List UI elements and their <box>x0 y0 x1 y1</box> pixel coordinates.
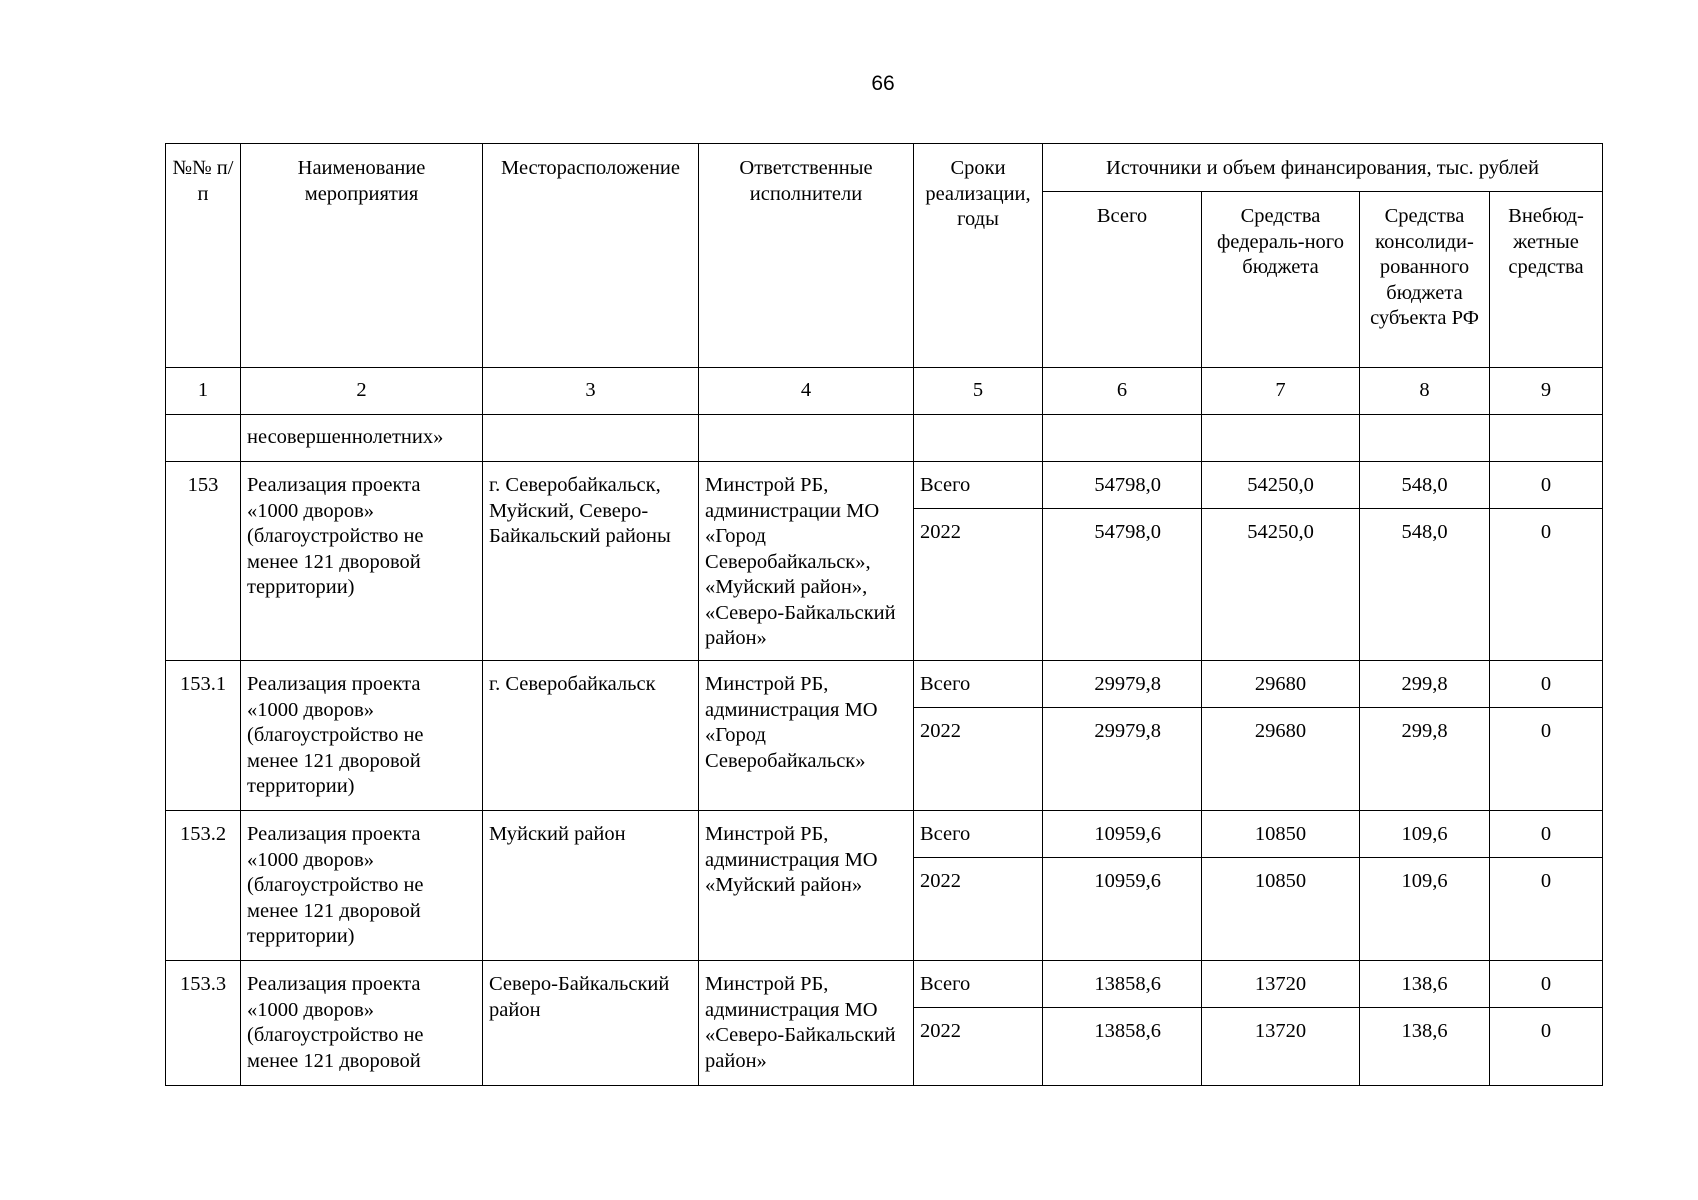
extrabudget-value: 0 <box>1490 661 1603 708</box>
column-number: 3 <box>483 368 699 415</box>
column-number: 4 <box>699 368 914 415</box>
header-extrabudget: Внебюд-жетные средства <box>1490 192 1603 368</box>
term: Всего <box>914 811 1043 858</box>
total-value: 54798,0 <box>1043 462 1202 509</box>
header-consolidated: Средства консолиди-рованного бюджета субъекта РФ <box>1360 192 1490 368</box>
continuation-row <box>166 415 1603 462</box>
extrabudget-value: 0 <box>1490 708 1603 811</box>
term: Всего <box>914 462 1043 509</box>
total-value: 10959,6 <box>1043 858 1202 961</box>
consolidated-value: 138,6 <box>1360 1008 1490 1086</box>
federal-value: 10850 <box>1202 858 1360 961</box>
total-value: 13858,6 <box>1043 961 1202 1008</box>
row-number: 153.3 <box>166 961 241 1086</box>
extrabudget-value: 0 <box>1490 1008 1603 1086</box>
extrabudget-value: 0 <box>1490 509 1603 661</box>
funding-table <box>165 143 1603 1086</box>
table-row <box>166 811 1603 858</box>
term: Всего <box>914 961 1043 1008</box>
total-value: 29979,8 <box>1043 708 1202 811</box>
row-number: 153 <box>166 462 241 661</box>
column-number: 8 <box>1360 368 1490 415</box>
column-number: 1 <box>166 368 241 415</box>
table-row <box>166 661 1603 708</box>
header-total: Всего <box>1043 192 1202 368</box>
federal-value: 29680 <box>1202 661 1360 708</box>
column-number: 9 <box>1490 368 1603 415</box>
responsible: Минстрой РБ, администрация МО «Город Северобайкальск» <box>699 661 914 811</box>
header-terms: Сроки реализации, годы <box>914 144 1043 368</box>
activity-name: Реализация проекта «1000 дворов» (благоустройство не менее 121 дворовой <box>241 961 483 1086</box>
table-row <box>166 961 1603 1008</box>
consolidated-value: 109,6 <box>1360 858 1490 961</box>
responsible: Минстрой РБ, администрация МО «Северо-Байкальский район» <box>699 961 914 1086</box>
total-value: 54798,0 <box>1043 509 1202 661</box>
column-number: 5 <box>914 368 1043 415</box>
continuation-text: несовершеннолетних» <box>241 415 483 462</box>
location: Северо-Байкальский район <box>483 961 699 1086</box>
term: 2022 <box>914 858 1043 961</box>
table-row <box>166 462 1603 509</box>
location: г. Северобайкальск, Муйский, Северо-Байкальский районы <box>483 462 699 661</box>
extrabudget-value: 0 <box>1490 811 1603 858</box>
page-number: 66 <box>871 72 895 95</box>
federal-value: 13720 <box>1202 961 1360 1008</box>
total-value: 13858,6 <box>1043 1008 1202 1086</box>
column-number: 2 <box>241 368 483 415</box>
header-name: Наименование мероприятия <box>241 144 483 368</box>
extrabudget-value: 0 <box>1490 961 1603 1008</box>
location: Муйский район <box>483 811 699 961</box>
federal-value: 54250,0 <box>1202 509 1360 661</box>
responsible: Минстрой РБ, администрации МО «Город Северобайкальск», «Муйский район», «Северо-Байкальский район» <box>699 462 914 661</box>
column-number: 6 <box>1043 368 1202 415</box>
term: 2022 <box>914 708 1043 811</box>
total-value: 29979,8 <box>1043 661 1202 708</box>
federal-value: 13720 <box>1202 1008 1360 1086</box>
header-responsible: Ответственные исполнители <box>699 144 914 368</box>
federal-value: 54250,0 <box>1202 462 1360 509</box>
row-number: 153.2 <box>166 811 241 961</box>
consolidated-value: 299,8 <box>1360 708 1490 811</box>
consolidated-value: 548,0 <box>1360 462 1490 509</box>
term: Всего <box>914 661 1043 708</box>
consolidated-value: 109,6 <box>1360 811 1490 858</box>
responsible: Минстрой РБ, администрация МО «Муйский район» <box>699 811 914 961</box>
consolidated-value: 138,6 <box>1360 961 1490 1008</box>
term: 2022 <box>914 509 1043 661</box>
location: г. Северобайкальск <box>483 661 699 811</box>
federal-value: 29680 <box>1202 708 1360 811</box>
total-value: 10959,6 <box>1043 811 1202 858</box>
header-federal: Средства федераль-ного бюджета <box>1202 192 1360 368</box>
header-funding: Источники и объем финансирования, тыс. рублей <box>1043 144 1603 192</box>
activity-name: Реализация проекта «1000 дворов» (благоустройство не менее 121 дворовой территории) <box>241 811 483 961</box>
extrabudget-value: 0 <box>1490 462 1603 509</box>
column-number: 7 <box>1202 368 1360 415</box>
extrabudget-value: 0 <box>1490 858 1603 961</box>
row-number: 153.1 <box>166 661 241 811</box>
header-num: №№ п/п <box>166 144 241 368</box>
term: 2022 <box>914 1008 1043 1086</box>
column-numbers-row <box>166 368 1603 415</box>
header-location: Месторасположение <box>483 144 699 368</box>
federal-value: 10850 <box>1202 811 1360 858</box>
consolidated-value: 299,8 <box>1360 661 1490 708</box>
consolidated-value: 548,0 <box>1360 509 1490 661</box>
activity-name: Реализация проекта «1000 дворов» (благоустройство не менее 121 дворовой территории) <box>241 661 483 811</box>
activity-name: Реализация проекта «1000 дворов» (благоустройство не менее 121 дворовой территории) <box>241 462 483 661</box>
